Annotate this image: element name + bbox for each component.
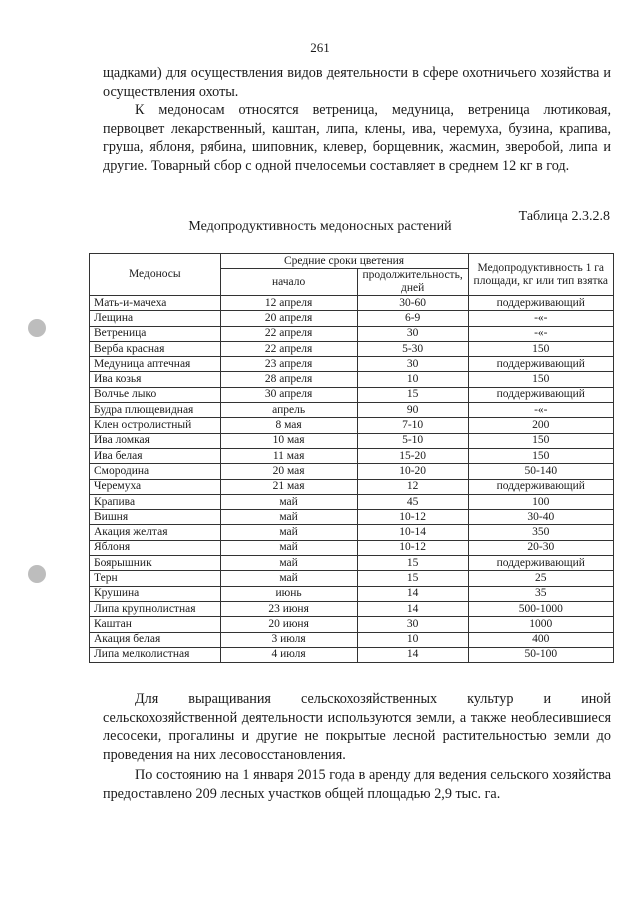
cell-duration: 90 bbox=[357, 403, 468, 418]
table-row bbox=[90, 418, 614, 433]
cell-duration: 12 bbox=[357, 479, 468, 494]
table-row bbox=[90, 326, 614, 341]
header-duration: продолжительность, дней bbox=[357, 269, 468, 296]
cell-plant-name: Ива белая bbox=[90, 448, 221, 463]
cell-yield: 500-1000 bbox=[468, 601, 613, 616]
cell-duration: 15-20 bbox=[357, 448, 468, 463]
cell-start-date: 8 мая bbox=[220, 418, 357, 433]
cell-yield: 1000 bbox=[468, 617, 613, 632]
cell-plant-name: Смородина bbox=[90, 464, 221, 479]
cell-start-date: 20 апреля bbox=[220, 311, 357, 326]
cell-start-date: май bbox=[220, 494, 357, 509]
cell-duration: 45 bbox=[357, 494, 468, 509]
table-row bbox=[90, 601, 614, 616]
cell-start-date: май bbox=[220, 525, 357, 540]
paragraph-intro: щадками) для осуществления видов деятельности в сфере охотничьего хозяйства и осуществления охоты. bbox=[103, 65, 611, 100]
cell-plant-name: Липа крупнолистная bbox=[90, 601, 221, 616]
table-row bbox=[90, 632, 614, 647]
cell-duration: 7-10 bbox=[357, 418, 468, 433]
cell-yield: 150 bbox=[468, 433, 613, 448]
cell-yield: 150 bbox=[468, 372, 613, 387]
cell-plant-name: Акация белая bbox=[90, 632, 221, 647]
table-row bbox=[90, 540, 614, 555]
cell-yield: 150 bbox=[468, 341, 613, 356]
cell-duration: 10 bbox=[357, 372, 468, 387]
cell-yield: -«- bbox=[468, 311, 613, 326]
header-period: Средние сроки цветения bbox=[220, 254, 468, 269]
table-row bbox=[90, 372, 614, 387]
cell-plant-name: Волчье лыко bbox=[90, 387, 221, 402]
cell-yield: 350 bbox=[468, 525, 613, 540]
table-row bbox=[90, 494, 614, 509]
cell-start-date: 28 апреля bbox=[220, 372, 357, 387]
cell-yield: 50-140 bbox=[468, 464, 613, 479]
header-plants: Медоносы bbox=[90, 254, 221, 296]
cell-duration: 10-12 bbox=[357, 540, 468, 555]
cell-duration: 30 bbox=[357, 326, 468, 341]
cell-duration: 15 bbox=[357, 571, 468, 586]
cell-plant-name: Ветреница bbox=[90, 326, 221, 341]
table-row bbox=[90, 647, 614, 662]
cell-start-date: май bbox=[220, 540, 357, 555]
cell-start-date: май bbox=[220, 556, 357, 571]
honey-plants-table bbox=[89, 253, 614, 663]
cell-start-date: май bbox=[220, 510, 357, 525]
cell-plant-name: Вишня bbox=[90, 510, 221, 525]
cell-start-date: 20 июня bbox=[220, 617, 357, 632]
table-row bbox=[90, 571, 614, 586]
cell-plant-name: Верба красная bbox=[90, 341, 221, 356]
cell-plant-name: Яблоня bbox=[90, 540, 221, 555]
cell-yield: -«- bbox=[468, 326, 613, 341]
cell-plant-name: Терн bbox=[90, 571, 221, 586]
table-row bbox=[90, 617, 614, 632]
cell-yield: поддерживающий bbox=[468, 556, 613, 571]
cell-plant-name: Будра плющевидная bbox=[90, 403, 221, 418]
cell-start-date: 11 мая bbox=[220, 448, 357, 463]
cell-plant-name: Мать-и-мачеха bbox=[90, 296, 221, 311]
cell-yield: 200 bbox=[468, 418, 613, 433]
table-label: Таблица 2.3.2.8 bbox=[518, 209, 610, 224]
table-row bbox=[90, 403, 614, 418]
table-title: Медопродуктивность медоносных растений bbox=[188, 219, 452, 234]
cell-duration: 14 bbox=[357, 601, 468, 616]
cell-duration: 10-12 bbox=[357, 510, 468, 525]
cell-plant-name: Крушина bbox=[90, 586, 221, 601]
table-body bbox=[90, 296, 614, 663]
cell-plant-name: Акация желтая bbox=[90, 525, 221, 540]
cell-plant-name: Крапива bbox=[90, 494, 221, 509]
cell-duration: 30 bbox=[357, 357, 468, 372]
punch-hole bbox=[28, 319, 46, 337]
cell-start-date: 23 апреля bbox=[220, 357, 357, 372]
cell-start-date: 10 мая bbox=[220, 433, 357, 448]
cell-duration: 15 bbox=[357, 556, 468, 571]
table-row bbox=[90, 525, 614, 540]
cell-yield: 35 bbox=[468, 586, 613, 601]
table-row bbox=[90, 433, 614, 448]
cell-yield: 30-40 bbox=[468, 510, 613, 525]
cell-yield: 50-100 bbox=[468, 647, 613, 662]
table-row bbox=[90, 448, 614, 463]
cell-start-date: 4 июля bbox=[220, 647, 357, 662]
cell-yield: поддерживающий bbox=[468, 357, 613, 372]
cell-duration: 10 bbox=[357, 632, 468, 647]
cell-duration: 6-9 bbox=[357, 311, 468, 326]
table-row bbox=[90, 586, 614, 601]
cell-duration: 10-20 bbox=[357, 464, 468, 479]
cell-plant-name: Медуница аптечная bbox=[90, 357, 221, 372]
cell-start-date: 21 мая bbox=[220, 479, 357, 494]
table-row bbox=[90, 311, 614, 326]
cell-yield: 100 bbox=[468, 494, 613, 509]
cell-start-date: июнь bbox=[220, 586, 357, 601]
table-row bbox=[90, 479, 614, 494]
cell-plant-name: Каштан bbox=[90, 617, 221, 632]
cell-start-date: 3 июля bbox=[220, 632, 357, 647]
paragraph-agriculture: Для выращивания сельскохозяйственных культур и иной сельскохозяйственной деятельности используются земли, а также необлесившиеся лесосеки, прогалины и другие не покрытые лесной растительностью земли до проведения на них лесовосстановления. bbox=[103, 691, 611, 763]
cell-yield: 150 bbox=[468, 448, 613, 463]
cell-start-date: 30 апреля bbox=[220, 387, 357, 402]
cell-start-date: 22 апреля bbox=[220, 341, 357, 356]
cell-yield: поддерживающий bbox=[468, 387, 613, 402]
header-start: начало bbox=[220, 269, 357, 296]
cell-yield: поддерживающий bbox=[468, 479, 613, 494]
table-row bbox=[90, 464, 614, 479]
cell-duration: 14 bbox=[357, 647, 468, 662]
header-yield: Медопродуктивность 1 га площади, кг или тип взятка bbox=[468, 254, 613, 296]
cell-yield: 25 bbox=[468, 571, 613, 586]
cell-plant-name: Липа мелколистная bbox=[90, 647, 221, 662]
cell-yield: поддерживающий bbox=[468, 296, 613, 311]
cell-yield: 400 bbox=[468, 632, 613, 647]
cell-plant-name: Черемуха bbox=[90, 479, 221, 494]
cell-plant-name: Боярышник bbox=[90, 556, 221, 571]
cell-duration: 30-60 bbox=[357, 296, 468, 311]
cell-duration: 5-30 bbox=[357, 341, 468, 356]
punch-hole bbox=[28, 565, 46, 583]
cell-plant-name: Ива козья bbox=[90, 372, 221, 387]
table-row bbox=[90, 357, 614, 372]
cell-plant-name: Клен остролистный bbox=[90, 418, 221, 433]
cell-duration: 10-14 bbox=[357, 525, 468, 540]
cell-start-date: 23 июня bbox=[220, 601, 357, 616]
table-row bbox=[90, 556, 614, 571]
cell-start-date: 12 апреля bbox=[220, 296, 357, 311]
cell-yield: 20-30 bbox=[468, 540, 613, 555]
table-row bbox=[90, 296, 614, 311]
cell-start-date: 20 мая bbox=[220, 464, 357, 479]
cell-duration: 5-10 bbox=[357, 433, 468, 448]
cell-start-date: май bbox=[220, 571, 357, 586]
page-number: 261 bbox=[310, 40, 330, 55]
cell-plant-name: Лещина bbox=[90, 311, 221, 326]
cell-duration: 30 bbox=[357, 617, 468, 632]
table-row bbox=[90, 341, 614, 356]
cell-start-date: апрель bbox=[220, 403, 357, 418]
table-row bbox=[90, 510, 614, 525]
paragraph-lease: По состоянию на 1 января 2015 года в аренду для ведения сельского хозяйства предоставлено 209 лесных участков общей площадью 2,9 тыс. га. bbox=[103, 767, 611, 802]
cell-duration: 14 bbox=[357, 586, 468, 601]
cell-plant-name: Ива ломкая bbox=[90, 433, 221, 448]
cell-start-date: 22 апреля bbox=[220, 326, 357, 341]
cell-duration: 15 bbox=[357, 387, 468, 402]
paragraph-honey-plants: К медоносам относятся ветреница, медуница, ветреница лютиковая, первоцвет лекарственный, каштан, липа, клены, ива, черемуха, бузина, крапива, груша, яблоня, рябина, шиповник, клевер, борщевник, жасмин, зверобой, липа и другие. Товарный сбор с одной пчелосемьи составляет в среднем 12 кг в год. bbox=[103, 102, 611, 174]
table-row bbox=[90, 387, 614, 402]
cell-yield: -«- bbox=[468, 403, 613, 418]
